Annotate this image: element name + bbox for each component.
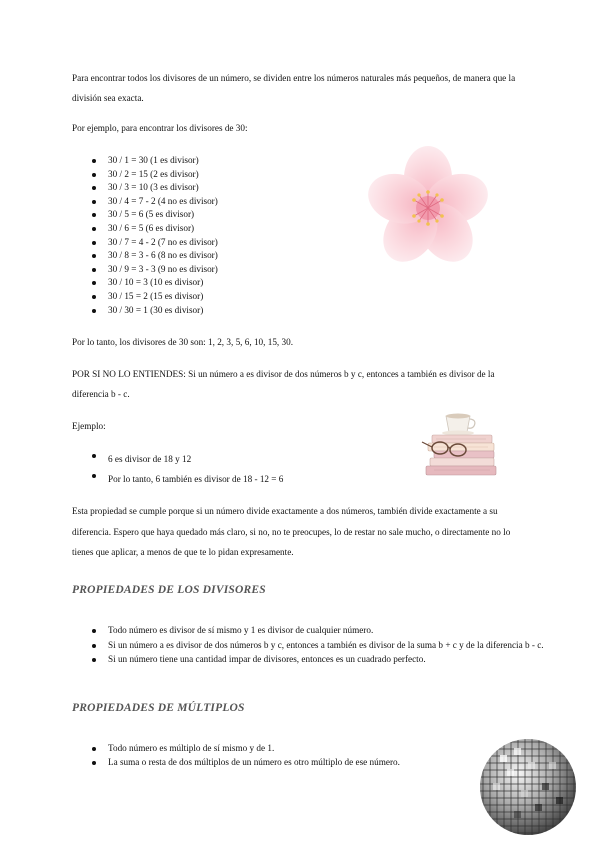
list-item: La suma o resta de dos múltiplos de un número es otro múltiplo de ese número. xyxy=(92,756,552,770)
list-item: Todo número es divisor de sí mismo y 1 es divisor de cualquier número. xyxy=(92,624,552,638)
list-item: 30 / 30 = 1 (30 es divisor) xyxy=(92,304,552,318)
list-item: 30 / 8 = 3 - 6 (8 no es divisor) xyxy=(92,249,552,263)
disco-ball-icon xyxy=(476,735,580,839)
book-stack-icon xyxy=(412,402,504,482)
list-item: 30 / 2 = 15 (2 es divisor) xyxy=(92,168,552,182)
intro-paragraph: Para encontrar todos los divisores de un número, se dividen entre los números naturales más pequeños, de manera que la división sea exacta. xyxy=(72,73,516,103)
list-item: 30 / 10 = 3 (10 es divisor) xyxy=(92,276,552,290)
list-item: Por lo tanto, 6 también es divisor de 18 - 12 = 6 xyxy=(92,469,552,489)
note-label: POR SI NO LO ENTIENDES: xyxy=(72,369,186,379)
list-item: 30 / 15 = 2 (15 es divisor) xyxy=(92,290,552,304)
list-item: Si un número tiene una cantidad impar de divisores, entonces es un cuadrado perfecto. xyxy=(92,653,552,667)
example-label: Ejemplo: xyxy=(72,421,106,431)
list-item: 6 es divisor de 18 y 12 xyxy=(92,449,552,469)
example-intro: Por ejemplo, para encontrar los divisores de 30: xyxy=(72,123,248,133)
conclusion-paragraph: Por lo tanto, los divisores de 30 son: 1, 2, 3, 5, 6, 10, 15, 30. xyxy=(72,337,294,347)
list-item: 30 / 7 = 4 - 2 (7 no es divisor) xyxy=(92,236,552,250)
note-paragraph xyxy=(72,364,532,404)
section-title-multiplos: PROPIEDADES DE MÚLTIPLOS xyxy=(72,702,245,714)
list-item: 30 / 9 = 3 - 3 (9 no es divisor) xyxy=(92,263,552,277)
list-item: 30 / 5 = 6 (5 es divisor) xyxy=(92,208,552,222)
list-item: 30 / 6 = 5 (6 es divisor) xyxy=(92,222,552,236)
list-item: Todo número es múltiplo de sí mismo y de 1. xyxy=(92,742,552,756)
list-item: 30 / 4 = 7 - 2 (4 no es divisor) xyxy=(92,195,552,209)
explanation-paragraph: Esta propiedad se cumple porque si un número divide exactamente a dos números, también divide exactamente a su diferencia. Espero que haya quedado más claro, si no, no te preocupes, lo de restar no sale mucho, o directamente no lo tienes que aplicar, a menos de que te lo pidan expresamente. xyxy=(72,506,511,557)
list-item: 30 / 1 = 30 (1 es divisor) xyxy=(92,154,552,168)
note-text: Si un número a es divisor de dos números b y c, entonces a también es divisor de la diferencia b - c. xyxy=(72,369,495,399)
divisores-property-list xyxy=(92,624,552,667)
list-item: Si un número a es divisor de dos números b y c, entonces a también es divisor de la suma b + c y de la diferencia b - c. xyxy=(92,639,552,653)
list-item: 30 / 3 = 10 (3 es divisor) xyxy=(92,181,552,195)
cherry-blossom-icon xyxy=(362,142,492,268)
section-title-divisores: PROPIEDADES DE LOS DIVISORES xyxy=(72,584,266,596)
